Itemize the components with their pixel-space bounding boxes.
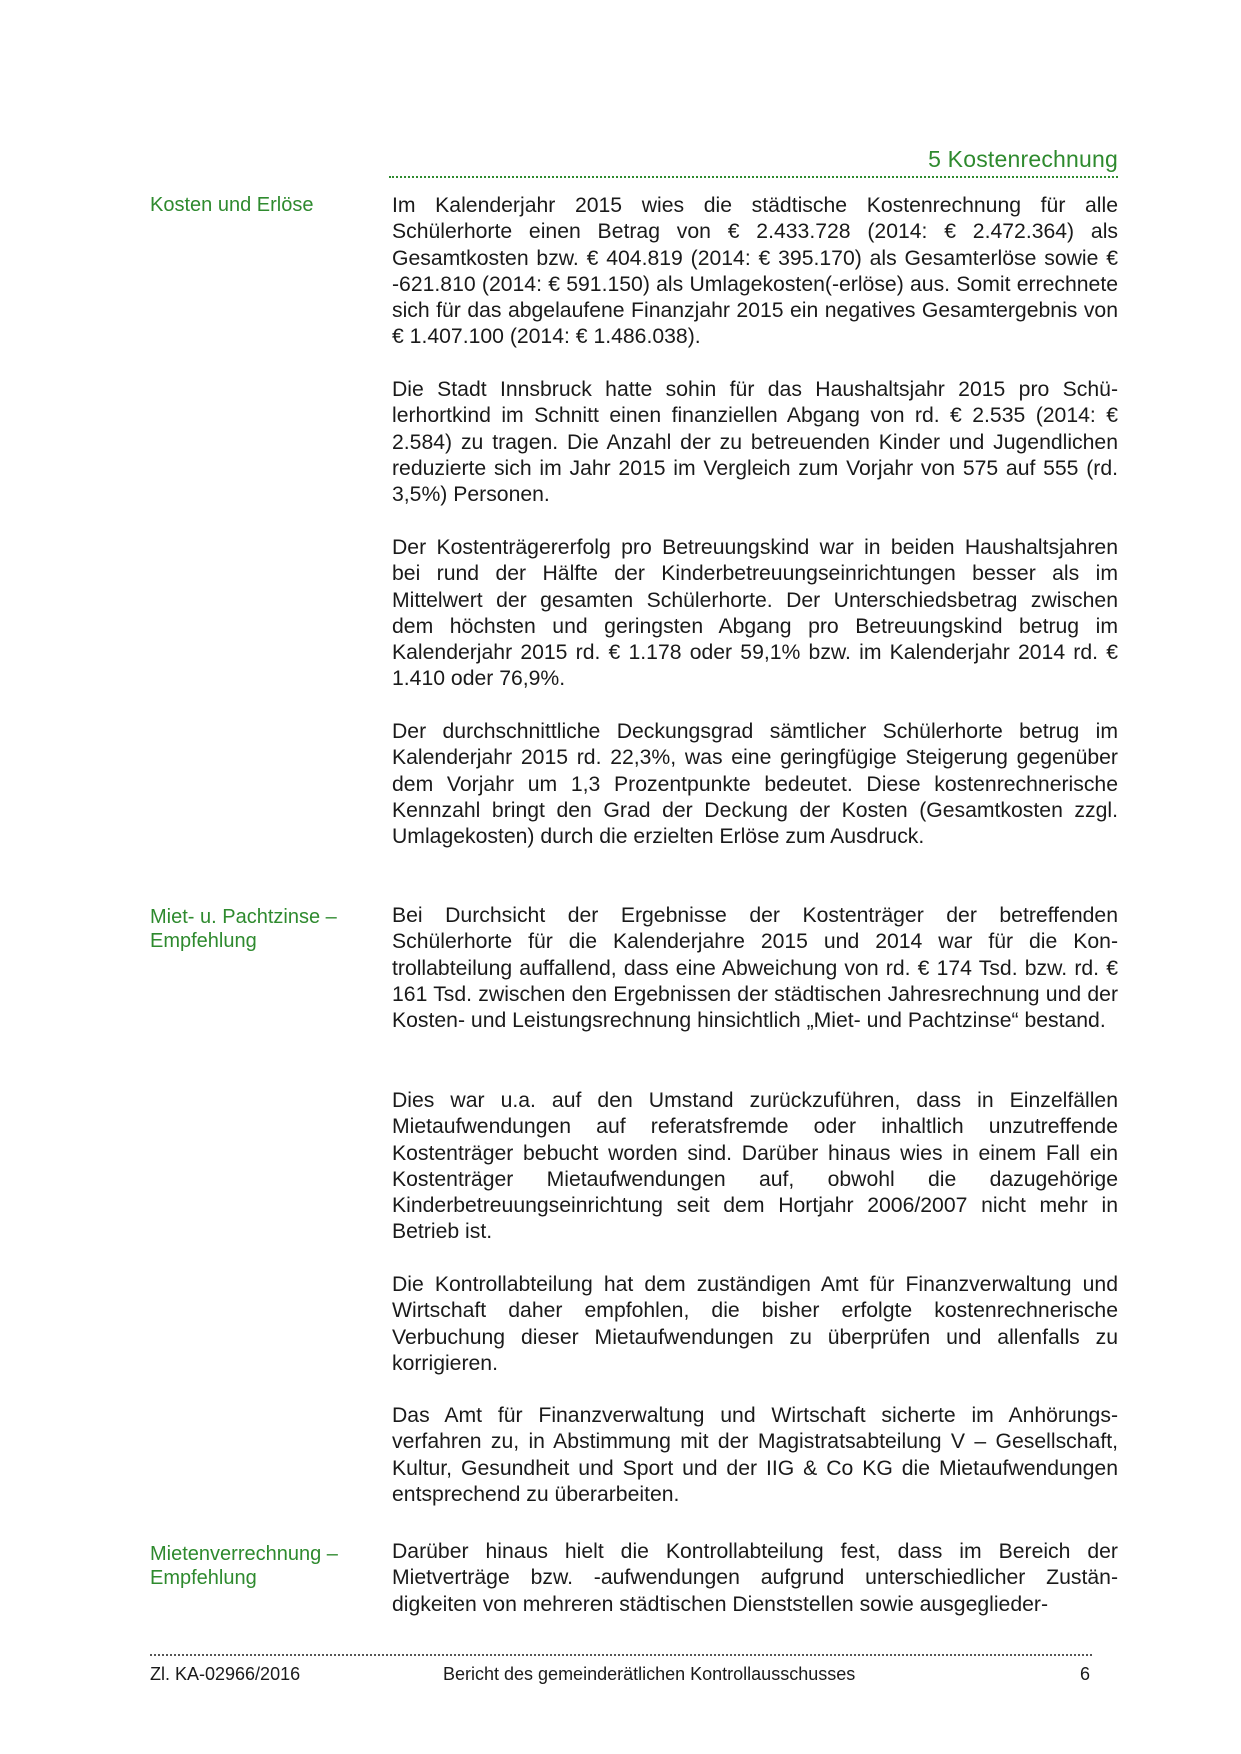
margin-label-kosten-erloese	[150, 193, 380, 217]
margin-label-line: Miet- u. Pachtzinse –	[150, 906, 337, 928]
paragraph-2: Die Stadt Innsbruck hatte sohin für das Haushaltsjahr 2015 pro Schülerhortkind im Schnitt einen finanziellen Abgang von rd. € 2.535 (2014: € 2.584) zu tragen. Die Anzahl der zu betreuenden Kinder und Jugendlichen reduzierte sich im Jahr 2015 im Vergleich zum Vorjahr von 575 auf 555 (rd. 3,5%) Personen.	[392, 378, 1118, 507]
margin-label-text: Kosten und Erlöse	[150, 194, 314, 216]
paragraph-8: Das Amt für Finanzverwaltung und Wirtschaft sicherte im Anhörungsverfahren zu, in Abstimmung mit der Magistratsabteilung V – Gesellschaft, Kultur, Gesundheit und Sport und der IIG & Co KG die Mietaufwendungen entsprechend zu überarbeiten.	[392, 1404, 1118, 1506]
chapter-heading: 5 Kostenrechnung	[928, 146, 1118, 172]
paragraph-4: Der durchschnittliche Deckungsgrad sämtlicher Schülerhorte betrug im Kalenderjahr 2015 rd. 22,3%, was eine geringfügige Steigerung gegenüber dem Vorjahr um 1,3 Prozentpunkte bedeutet. Diese kostenrechnerische Kennzahl bringt den Grad der Deckung der Kosten (Gesamtkosten zzgl. Umlagekosten) durch die erzielten Erlöse zum Ausdruck.	[392, 720, 1118, 849]
margin-label-mietenverrechnung	[150, 1542, 380, 1590]
paragraph-5: Bei Durchsicht der Ergebnisse der Kostenträger der betreffenden Schülerhorte für die Kalenderjahre 2015 und 2014 war für die Kontrollabteilung auffallend, dass eine Abweichung von rd. € 174 Tsd. bzw. rd. € 161 Tsd. zwischen den Ergebnissen der städtischen Jahresrechnung und der Kosten- und Leistungsrechnung hinsichtlich „Miet- und Pachtzinse“ bestand.	[392, 904, 1118, 1033]
page-number: 6	[1080, 1664, 1091, 1684]
margin-label-line: Mietenverrechnung –	[150, 1543, 338, 1565]
footer-report-title: Bericht des gemeinderätlichen Kontrollausschusses	[443, 1664, 856, 1684]
footer-reference: Zl. KA-02966/2016	[150, 1664, 301, 1684]
margin-label-miet-pachtzinse	[150, 905, 380, 953]
paragraph-7: Die Kontrollabteilung hat dem zuständigen Amt für Finanzverwaltung und Wirtschaft daher empfohlen, die bisher erfolgte kostenrechnerische Verbuchung dieser Mietaufwendungen zu überprüfen und allenfalls zu korrigieren.	[392, 1273, 1118, 1375]
margin-label-line: Empfehlung	[150, 930, 257, 952]
margin-label-line: Empfehlung	[150, 1567, 257, 1589]
paragraph-6: Dies war u.a. auf den Umstand zurückzuführen, dass in Einzelfällen Mietaufwendungen auf referatsfremde oder inhaltlich unzutreffende Kostenträger bebucht worden sind. Darüber hinaus wies in einem Fall ein Kostenträger Mietaufwendungen auf, obwohl die dazugehörige Kinderbetreuungseinrichtung seit dem Hortjahr 2006/2007 nicht mehr in Betrieb ist.	[392, 1089, 1118, 1244]
paragraph-3: Der Kostenträgererfolg pro Betreuungskind war in beiden Haushaltsjahren bei rund der Hälfte der Kinderbetreuungseinrichtungen besser als im Mittelwert der gesamten Schülerhorte. Der Unterschiedsbetrag zwischen dem höchsten und geringsten Abgang pro Betreuungskind betrug im Kalenderjahr 2015 rd. € 1.178 oder 59,1% bzw. im Kalenderjahr 2014 rd. € 1.410 oder 76,9%.	[392, 536, 1118, 691]
footer-divider	[150, 1654, 1092, 1656]
paragraph-1: Im Kalenderjahr 2015 wies die städtische Kostenrechnung für alle Schülerhorte einen Betrag von € 2.433.728 (2014: € 2.472.364) als Gesamtkosten bzw. € 404.819 (2014: € 395.170) als Gesamterlöse sowie € -621.810 (2014: € 591.150) als Umlagekosten(-erlöse) aus. Somit errechnete sich für das abgelaufene Finanzjahr 2015 ein negatives Gesamtergebnis von € 1.407.100 (2014: € 1.486.038).	[392, 194, 1118, 349]
paragraph-9: Darüber hinaus hielt die Kontrollabteilung fest, dass im Bereich der Mietverträge bzw. -aufwendungen aufgrund unterschiedlicher Zuständigkeiten von mehreren städtischen Dienststellen sowie ausgeglieder-	[392, 1540, 1118, 1616]
header-divider	[389, 176, 1118, 178]
